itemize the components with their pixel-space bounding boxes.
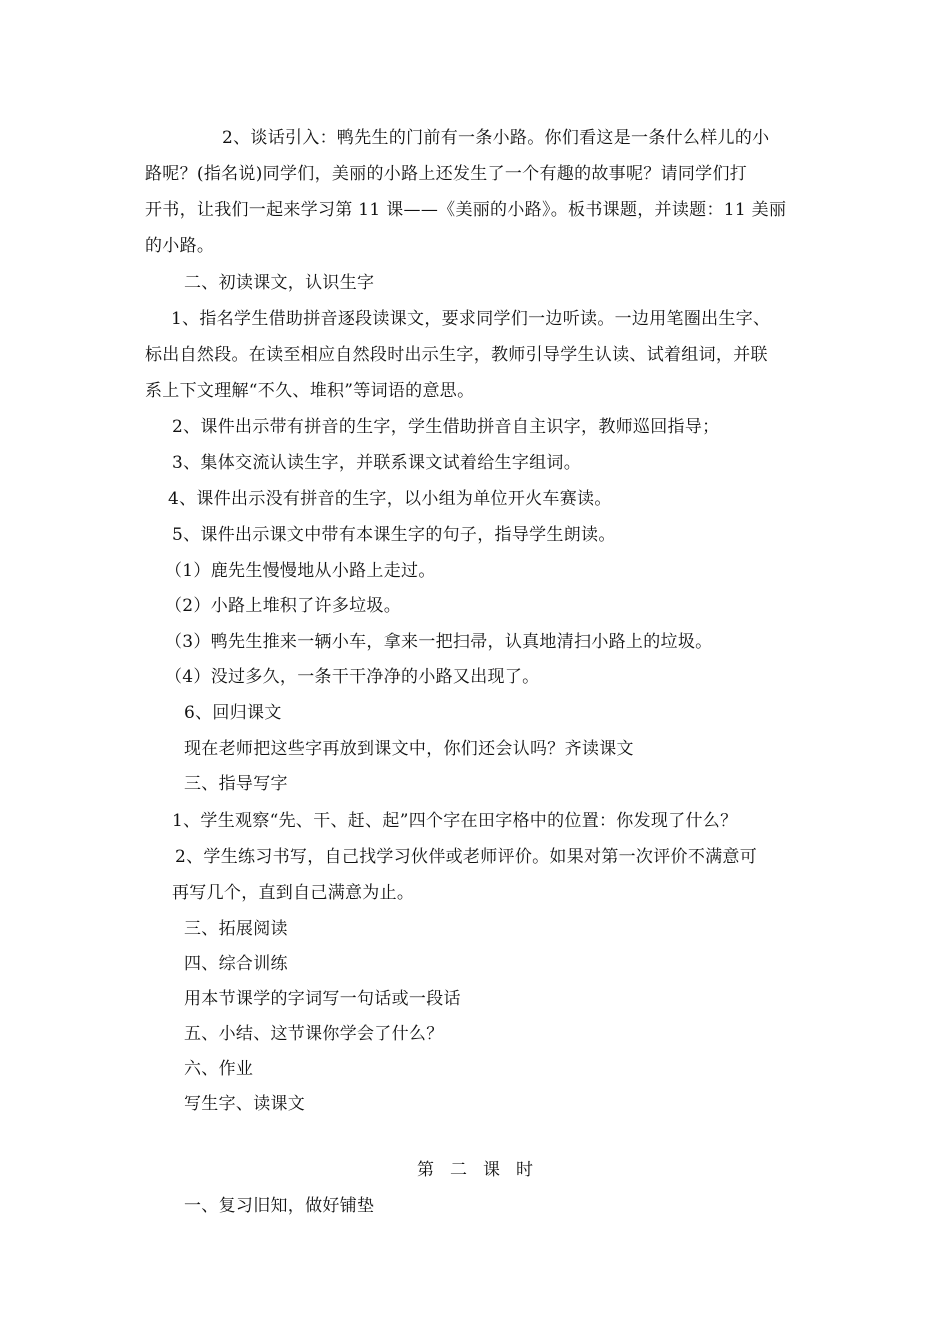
section-heading-5: 五、小结、这节课你学会了什么？ — [184, 1024, 444, 1044]
step-3: 3、集体交流认读生字，并联系课文试着给生字组词。 — [172, 453, 582, 473]
sentence-2: （2）小路上堆积了许多垃圾。 — [165, 596, 402, 616]
step-6-body: 现在老师把这些字再放到课文中，你们还会认吗？齐读课文 — [184, 739, 634, 759]
lesson-2-title: 第二课时 — [417, 1160, 549, 1180]
section-4-body: 用本节课学的字词写一句话或一段话 — [184, 989, 461, 1009]
writing-step-1: 1、学生观察“先、干、赶、起”四个字在田字格中的位置：你发现了什么？ — [172, 811, 738, 831]
section-6-body: 写生字、读课文 — [184, 1094, 306, 1114]
step-1-line-1: 1、指名学生借助拼音逐段读课文，要求同学们一边听读。一边用笔圈出生字、 — [171, 309, 771, 329]
step-6: 6、回归课文 — [184, 703, 282, 723]
step-1-line-3: 系上下文理解“不久、堆积”等词语的意思。 — [145, 381, 475, 401]
section-heading-6: 六、作业 — [184, 1059, 254, 1079]
sentence-1: （1）鹿先生慢慢地从小路上走过。 — [165, 561, 436, 581]
sentence-4: （4）没过多久，一条干干净净的小路又出现了。 — [165, 667, 540, 687]
section-heading-3b: 三、拓展阅读 — [184, 919, 288, 939]
writing-step-2-line-1: 2、学生练习书写，自己找学习伙伴或老师评价。如果对第一次评价不满意可 — [175, 847, 758, 867]
sentence-3: （3）鸭先生推来一辆小车，拿来一把扫帚，认真地清扫小路上的垃圾。 — [165, 632, 713, 652]
section-heading-2: 二、初读课文，认识生字 — [184, 273, 375, 293]
intro-line-2: 路呢？(指名说)同学们，美丽的小路上还发生了一个有趣的故事呢？请同学们打 — [145, 164, 748, 184]
intro-line-4: 的小路。 — [145, 236, 215, 256]
step-1-line-2: 标出自然段。在读至相应自然段时出示生字，教师引导学生认读、试着组词，并联 — [145, 345, 768, 365]
section-heading-3: 三、指导写字 — [184, 774, 288, 794]
writing-step-2-line-2: 再写几个，直到自己满意为止。 — [172, 883, 415, 903]
step-5: 5、课件出示课文中带有本课生字的句子，指导学生朗读。 — [172, 525, 616, 545]
step-2: 2、课件出示带有拼音的生字，学生借助拼音自主识字，教师巡回指导； — [172, 417, 720, 437]
lesson-2-heading-1: 一、复习旧知，做好铺垫 — [184, 1196, 375, 1216]
intro-line-1: 2、谈话引入：鸭先生的门前有一条小路。你们看这是一条什么样儿的小 — [222, 128, 770, 148]
intro-line-3: 开书，让我们一起来学习第 11 课——《美丽的小路》。板书课题，并读题：11 美丽 — [145, 200, 787, 220]
step-4: 4、课件出示没有拼音的生字，以小组为单位开火车赛读。 — [168, 489, 612, 509]
section-heading-4: 四、综合训练 — [184, 954, 288, 974]
